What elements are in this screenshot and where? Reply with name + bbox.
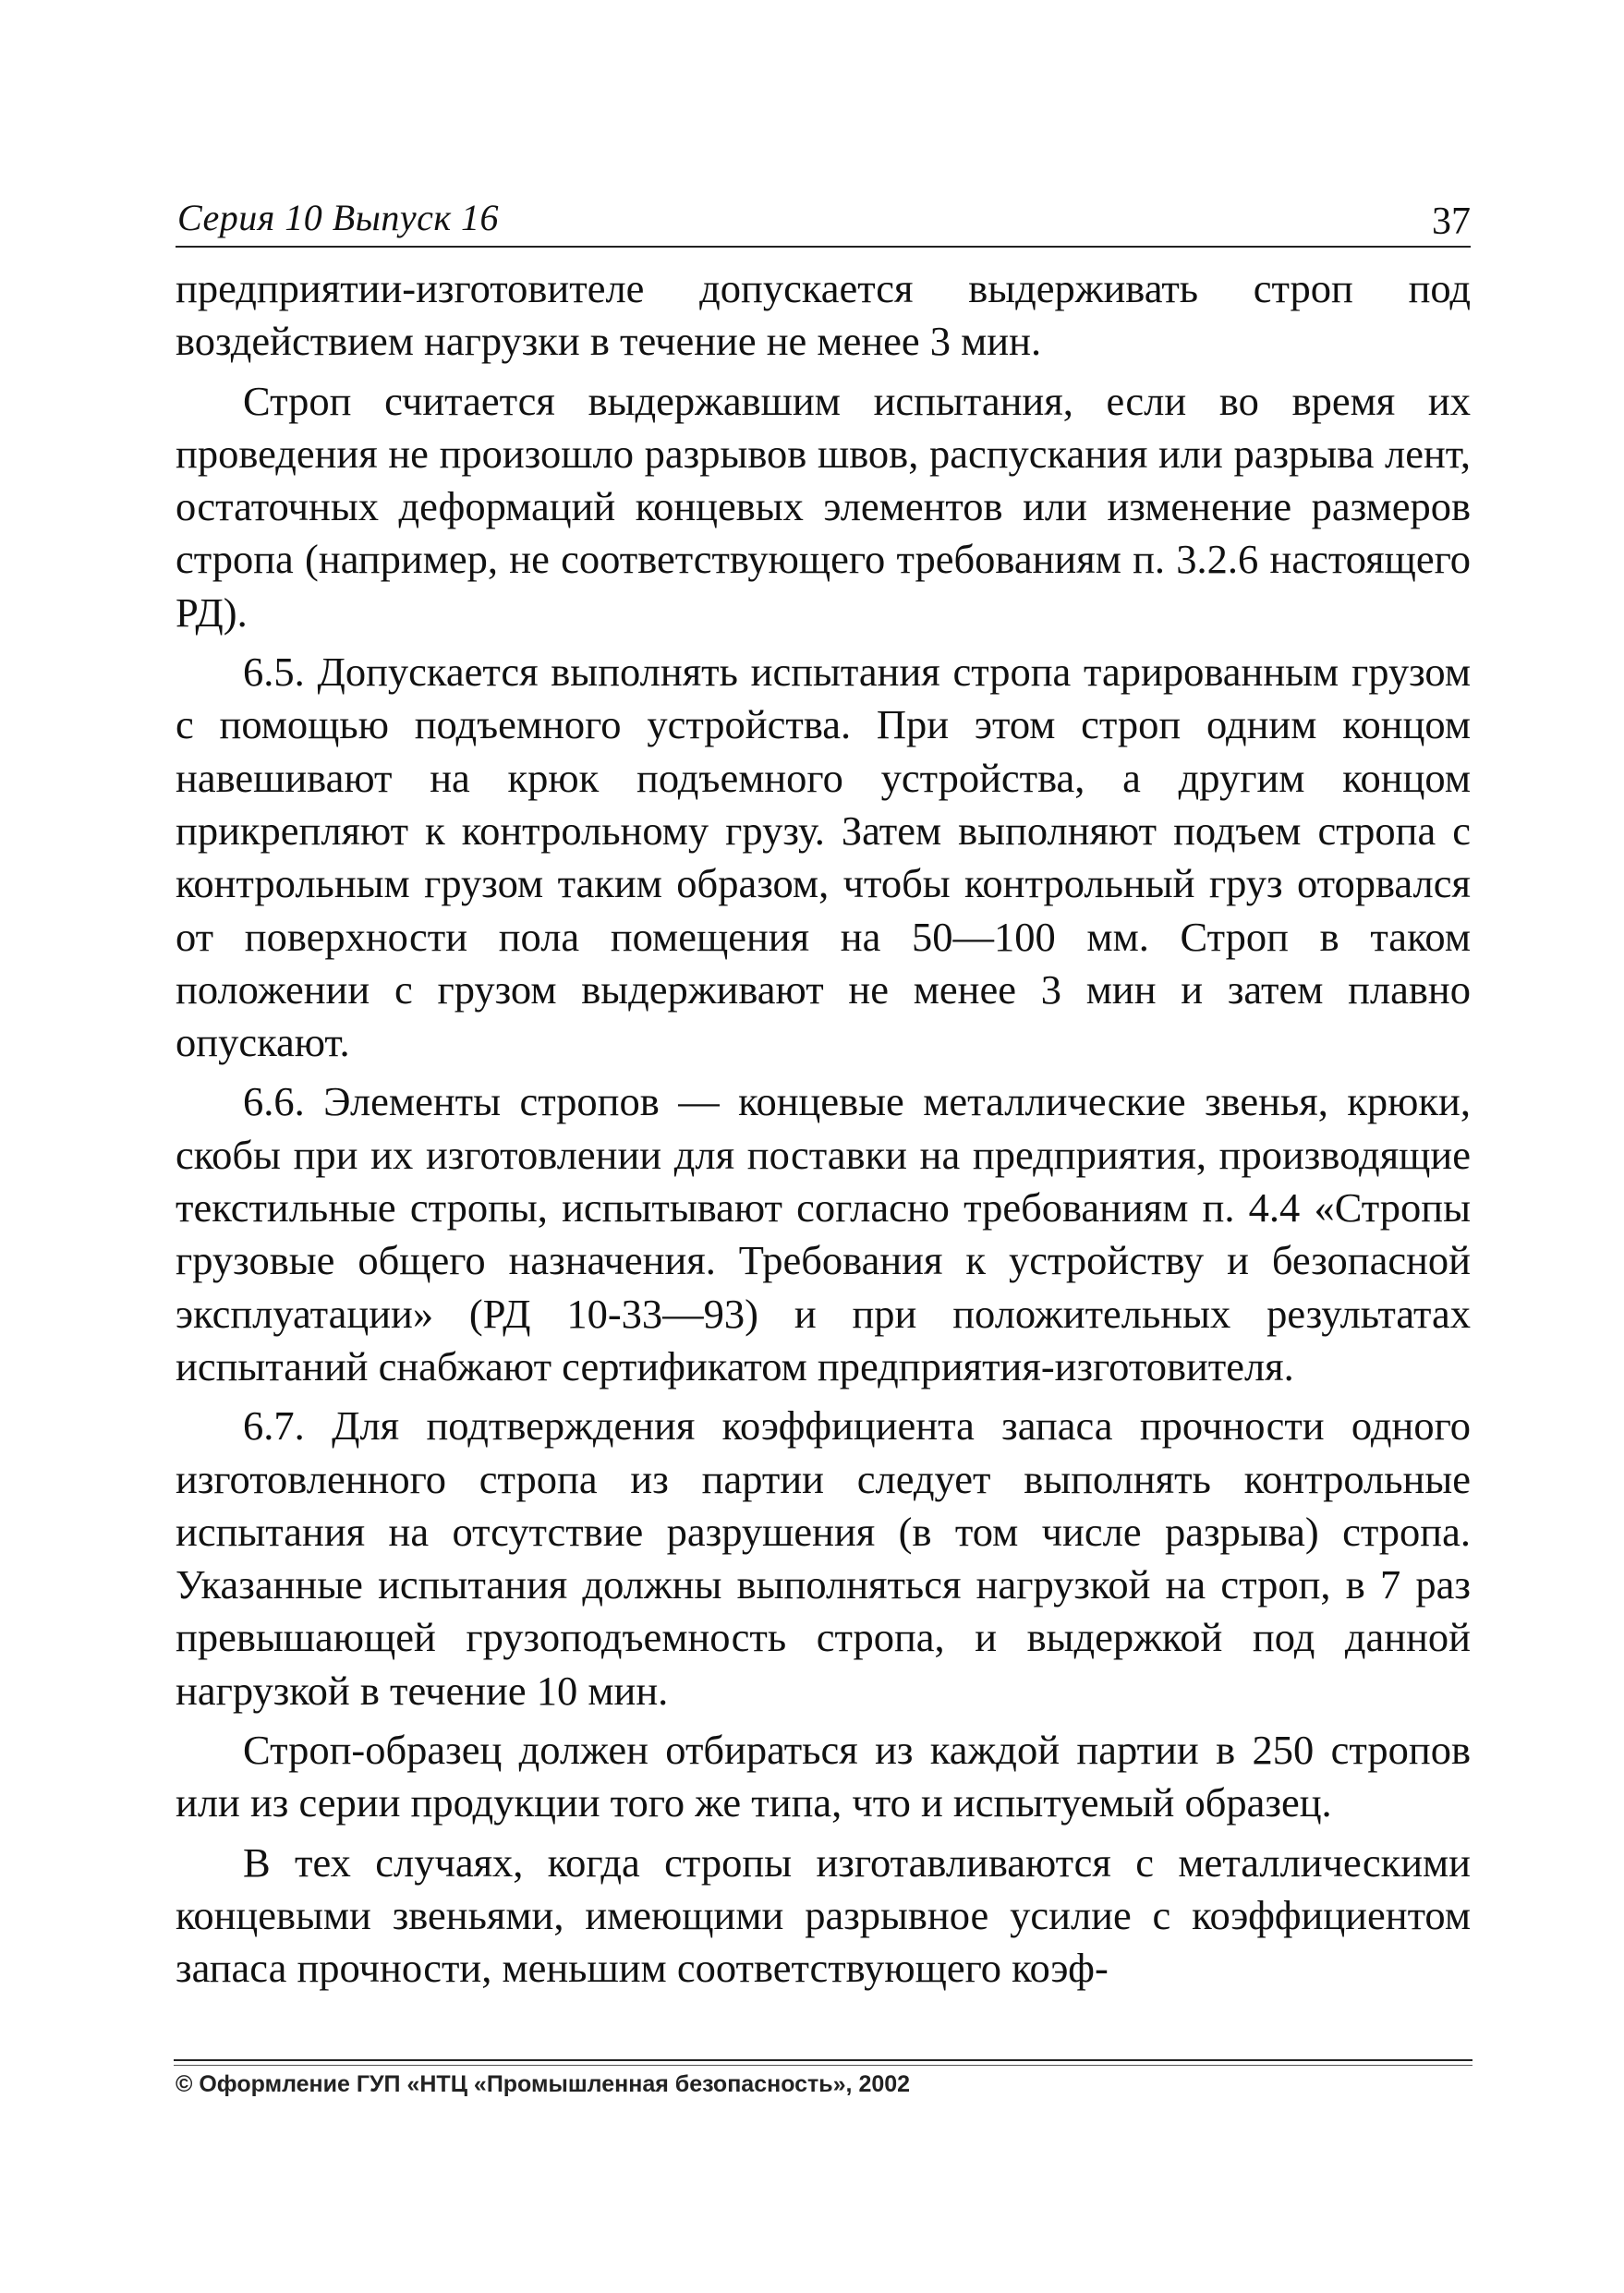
paragraph: Строп считается выдержавшим испытания, если во время их проведения не произошло разрывов швов, распускания или разрыва лент, остаточных деформаций концевых элементов или изменение размеров стропа (например, не соответствующего требованиям п. 3.2.6 настоящего РД).: [176, 377, 1471, 636]
body-text: [176, 262, 1471, 2002]
footer-divider-thin: [174, 2065, 1473, 2066]
footer-copyright: © Оформление ГУП «НТЦ «Промышленная безопасность», 2002: [176, 2071, 911, 2097]
paragraph: В тех случаях, когда стропы изготавливаются с металлическими концевыми звеньями, имеющими разрывное усилие с коэффициентом запаса прочности, меньшим соответствующего коэф-: [176, 1838, 1471, 1992]
paragraph-6-6: 6.6. Элементы стропов — концевые металлические звенья, крюки, скобы при их изготовлении для поставки на предприятия, производящие текстильные стропы, испытывают согласно требованиям п. 4.4 «Стропы грузовые общего назначения. Требования к устройству и безопасной эксплуатации» (РД 10-33—93) и при положительных результатах испытаний снабжают сертификатом предприятия-изготовителя.: [176, 1078, 1471, 1389]
paragraph-6-5: 6.5. Допускается выполнять испытания стропа тарированным грузом с помощью подъемного устройства. При этом строп одним концом навешивают на крюк подъемного устройства, а другим концом прикрепляют к контрольному грузу. Затем выполняют подъем стропа с контрольным грузом таким образом, чтобы контрольный груз оторвался от поверхности пола помещения на 50—100 мм. Строп в таком положении с грузом выдерживают не менее 3 мин и затем плавно опускают.: [176, 649, 1471, 1066]
page-number: 37: [1432, 200, 1471, 243]
running-header: [176, 192, 1471, 246]
paragraph: Строп-образец должен отбираться из каждой партии в 250 стропов или из серии продукции того же типа, что и испытуемый образец.: [176, 1727, 1471, 1826]
footer-divider: [174, 2059, 1473, 2061]
paragraph-continuation: предприятии-изготовителе допускается выдерживать строп под воздействием нагрузки в течение не менее 3 мин.: [176, 265, 1471, 365]
series-title: Серия 10 Выпуск 16: [177, 197, 500, 238]
paragraph-6-7: 6.7. Для подтверждения коэффициента запаса прочности одного изготовленного стропа из партии следует выполнять контрольные испытания на отсутствие разрушения (в том числе разрыва) стропа. Указанные испытания должны выполняться нагрузкой на строп, в 7 раз превышающей грузоподъемность стропа, и выдержкой под данной нагрузкой в течение 10 мин.: [176, 1402, 1471, 1714]
header-divider: [176, 246, 1471, 248]
